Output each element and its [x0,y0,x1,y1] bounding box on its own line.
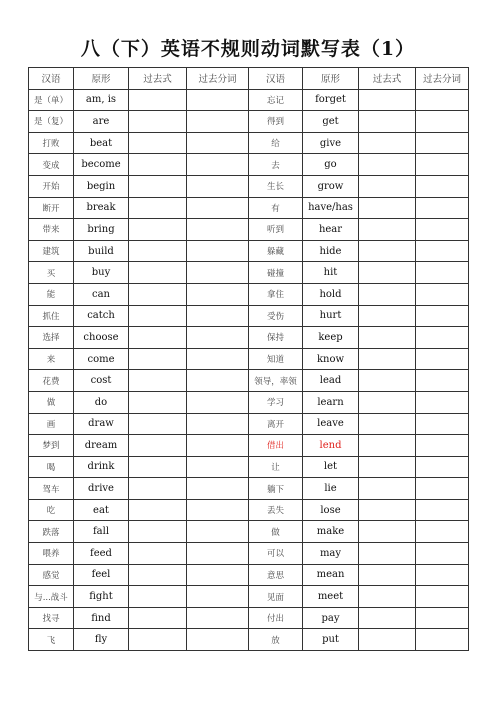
past-participle-blank[interactable] [416,499,469,521]
past-participle-blank[interactable] [416,240,469,262]
past-tense-blank[interactable] [129,391,187,413]
base-form: dream [74,435,129,457]
chinese-meaning: 拿住 [249,283,303,305]
chinese-meaning: 做 [29,391,74,413]
past-participle-blank[interactable] [416,89,469,111]
base-form: leave [303,413,359,435]
base-form: drive [74,478,129,500]
chinese-meaning: 可以 [249,543,303,565]
base-form: mean [303,564,359,586]
table-row [29,413,469,435]
past-participle-blank[interactable] [416,607,469,629]
chinese-meaning: 躲藏 [249,240,303,262]
base-form: buy [74,262,129,284]
base-form: keep [303,327,359,349]
table-row [29,456,469,478]
past-participle-blank[interactable] [187,413,249,435]
chinese-meaning: 打败 [29,132,74,154]
past-tense-blank[interactable] [359,629,416,651]
past-participle-blank[interactable] [187,197,249,219]
chinese-meaning: 断开 [29,197,74,219]
table-row [29,543,469,565]
past-participle-blank[interactable] [187,132,249,154]
past-tense-blank[interactable] [129,629,187,651]
header-past-tense-2: 过去式 [359,68,416,90]
past-tense-blank[interactable] [359,586,416,608]
past-participle-blank[interactable] [187,370,249,392]
past-tense-blank[interactable] [359,240,416,262]
past-tense-blank[interactable] [359,413,416,435]
chinese-meaning: 抓住 [29,305,74,327]
past-participle-blank[interactable] [416,564,469,586]
past-tense-blank[interactable] [359,175,416,197]
past-tense-blank[interactable] [129,219,187,241]
table-row [29,586,469,608]
table-row [29,262,469,284]
table-row [29,132,469,154]
past-participle-blank[interactable] [187,564,249,586]
base-form: may [303,543,359,565]
chinese-meaning: 做 [249,521,303,543]
table-row [29,154,469,176]
table-row [29,391,469,413]
past-tense-blank[interactable] [129,175,187,197]
past-tense-blank[interactable] [129,543,187,565]
past-participle-blank[interactable] [416,111,469,133]
base-form: break [74,197,129,219]
past-tense-blank[interactable] [359,543,416,565]
past-tense-blank[interactable] [129,348,187,370]
base-form: bring [74,219,129,241]
table-row [29,499,469,521]
base-form: hold [303,283,359,305]
past-participle-blank[interactable] [187,327,249,349]
table-row [29,240,469,262]
chinese-meaning: 建筑 [29,240,74,262]
table-row [29,478,469,500]
chinese-meaning: 付出 [249,607,303,629]
past-participle-blank[interactable] [416,154,469,176]
past-participle-blank[interactable] [416,586,469,608]
chinese-meaning: 飞 [29,629,74,651]
past-tense-blank[interactable] [359,456,416,478]
table-row [29,564,469,586]
chinese-meaning: 是（复） [29,111,74,133]
base-form: cost [74,370,129,392]
table-row [29,111,469,133]
header-past-tense: 过去式 [129,68,187,90]
past-participle-blank[interactable] [187,435,249,457]
table-row [29,175,469,197]
past-participle-blank[interactable] [416,175,469,197]
chinese-meaning: 保持 [249,327,303,349]
base-form: catch [74,305,129,327]
past-tense-blank[interactable] [359,370,416,392]
past-participle-blank[interactable] [416,327,469,349]
base-form: beat [74,132,129,154]
past-tense-blank[interactable] [359,478,416,500]
past-participle-blank[interactable] [416,219,469,241]
chinese-meaning: 丢失 [249,499,303,521]
table-row [29,370,469,392]
past-tense-blank[interactable] [129,132,187,154]
past-tense-blank[interactable] [129,327,187,349]
past-participle-blank[interactable] [416,478,469,500]
past-tense-blank[interactable] [359,283,416,305]
past-participle-blank[interactable] [187,543,249,565]
page-title: 八（下）英语不规则动词默写表（1） [80,38,416,60]
past-participle-blank[interactable] [187,499,249,521]
base-form: fly [74,629,129,651]
table-row [29,435,469,457]
chinese-meaning: 感觉 [29,564,74,586]
table-row [29,521,469,543]
base-form: draw [74,413,129,435]
past-participle-blank[interactable] [187,283,249,305]
past-tense-blank[interactable] [129,197,187,219]
past-participle-blank[interactable] [187,305,249,327]
base-form: know [303,348,359,370]
past-participle-blank[interactable] [187,629,249,651]
chinese-meaning: 生长 [249,175,303,197]
base-form: am, is [74,89,129,111]
base-form: hear [303,219,359,241]
past-tense-blank[interactable] [359,219,416,241]
chinese-meaning: 受伤 [249,305,303,327]
past-participle-blank[interactable] [416,543,469,565]
chinese-meaning: 放 [249,629,303,651]
past-participle-blank[interactable] [187,607,249,629]
base-form: give [303,132,359,154]
base-form: make [303,521,359,543]
base-form: begin [74,175,129,197]
past-participle-blank[interactable] [187,586,249,608]
base-form: find [74,607,129,629]
chinese-meaning: 开始 [29,175,74,197]
verb-table [28,67,469,651]
chinese-meaning: 梦到 [29,435,74,457]
chinese-meaning: 找寻 [29,607,74,629]
base-form: lead [303,370,359,392]
past-tense-blank[interactable] [129,413,187,435]
past-tense-blank[interactable] [129,499,187,521]
past-tense-blank[interactable] [129,564,187,586]
table-row [29,607,469,629]
chinese-meaning: 知道 [249,348,303,370]
base-form: go [303,154,359,176]
base-form: drink [74,456,129,478]
past-tense-blank[interactable] [359,132,416,154]
past-tense-blank[interactable] [359,499,416,521]
past-participle-blank[interactable] [416,348,469,370]
past-participle-blank[interactable] [187,111,249,133]
base-form: lose [303,499,359,521]
chinese-meaning: 见面 [249,586,303,608]
past-tense-blank[interactable] [129,283,187,305]
base-form: hit [303,262,359,284]
base-form: grow [303,175,359,197]
past-tense-blank[interactable] [129,435,187,457]
past-participle-blank[interactable] [187,478,249,500]
base-form: let [303,456,359,478]
chinese-meaning: 意思 [249,564,303,586]
past-tense-blank[interactable] [129,586,187,608]
chinese-meaning: 领导，率领 [249,370,303,392]
past-tense-blank[interactable] [129,154,187,176]
base-form: meet [303,586,359,608]
base-form: become [74,154,129,176]
past-tense-blank[interactable] [359,154,416,176]
base-form: can [74,283,129,305]
base-form: feed [74,543,129,565]
past-participle-blank[interactable] [416,197,469,219]
past-participle-blank[interactable] [187,391,249,413]
past-participle-blank[interactable] [416,521,469,543]
chinese-meaning: 吃 [29,499,74,521]
past-tense-blank[interactable] [359,111,416,133]
base-form: hide [303,240,359,262]
past-participle-blank[interactable] [416,456,469,478]
base-form: have/has [303,197,359,219]
chinese-meaning: 花费 [29,370,74,392]
past-tense-blank[interactable] [359,89,416,111]
past-participle-blank[interactable] [187,219,249,241]
chinese-meaning: 去 [249,154,303,176]
chinese-meaning: 变成 [29,154,74,176]
past-participle-blank[interactable] [187,240,249,262]
past-tense-blank[interactable] [129,478,187,500]
chinese-meaning: 画 [29,413,74,435]
past-participle-blank[interactable] [416,132,469,154]
past-tense-blank[interactable] [359,391,416,413]
base-form: lie [303,478,359,500]
chinese-meaning: 借出 [249,435,303,457]
chinese-meaning: 躺下 [249,478,303,500]
past-participle-blank[interactable] [416,435,469,457]
chinese-meaning: 得到 [249,111,303,133]
base-form: put [303,629,359,651]
chinese-meaning: 忘记 [249,89,303,111]
base-form: fall [74,521,129,543]
chinese-meaning: 喂养 [29,543,74,565]
header-past-participle: 过去分词 [187,68,249,90]
chinese-meaning: 跌落 [29,521,74,543]
past-participle-blank[interactable] [416,262,469,284]
base-form: feel [74,564,129,586]
base-form: come [74,348,129,370]
past-participle-blank[interactable] [416,629,469,651]
past-tense-blank[interactable] [359,564,416,586]
past-participle-blank[interactable] [187,89,249,111]
base-form: learn [303,391,359,413]
header-row [29,68,469,90]
past-tense-blank[interactable] [129,262,187,284]
header-chinese-2: 汉语 [249,68,303,90]
past-tense-blank[interactable] [359,435,416,457]
past-participle-blank[interactable] [187,348,249,370]
past-tense-blank[interactable] [129,111,187,133]
chinese-meaning: 给 [249,132,303,154]
chinese-meaning: 带来 [29,219,74,241]
chinese-meaning: 选择 [29,327,74,349]
past-tense-blank[interactable] [129,370,187,392]
past-participle-blank[interactable] [187,456,249,478]
base-form: fight [74,586,129,608]
chinese-meaning: 学习 [249,391,303,413]
past-participle-blank[interactable] [416,391,469,413]
base-form: choose [74,327,129,349]
past-tense-blank[interactable] [129,521,187,543]
chinese-meaning: 驾车 [29,478,74,500]
table-row [29,89,469,111]
table-row [29,629,469,651]
table-row [29,283,469,305]
past-tense-blank[interactable] [359,262,416,284]
table-row [29,327,469,349]
past-participle-blank[interactable] [416,413,469,435]
header-chinese: 汉语 [29,68,74,90]
chinese-meaning: 碰撞 [249,262,303,284]
chinese-meaning: 是（单） [29,89,74,111]
past-tense-blank[interactable] [359,521,416,543]
table-row [29,197,469,219]
chinese-meaning: 来 [29,348,74,370]
past-tense-blank[interactable] [129,89,187,111]
base-form: pay [303,607,359,629]
chinese-meaning: 有 [249,197,303,219]
base-form: hurt [303,305,359,327]
table-row [29,348,469,370]
base-form: get [303,111,359,133]
chinese-meaning: 离开 [249,413,303,435]
past-participle-blank[interactable] [416,370,469,392]
chinese-meaning: 让 [249,456,303,478]
base-form: eat [74,499,129,521]
past-tense-blank[interactable] [359,305,416,327]
header-base-form: 原形 [74,68,129,90]
header-base-form-2: 原形 [303,68,359,90]
past-tense-blank[interactable] [129,305,187,327]
base-form: do [74,391,129,413]
header-past-participle-2: 过去分词 [416,68,469,90]
past-tense-blank[interactable] [359,327,416,349]
chinese-meaning: 买 [29,262,74,284]
chinese-meaning: 听到 [249,219,303,241]
past-participle-blank[interactable] [416,283,469,305]
past-participle-blank[interactable] [187,175,249,197]
base-form: lend [303,435,359,457]
past-tense-blank[interactable] [129,607,187,629]
table-row [29,219,469,241]
past-participle-blank[interactable] [416,305,469,327]
past-participle-blank[interactable] [187,154,249,176]
past-participle-blank[interactable] [187,521,249,543]
past-tense-blank[interactable] [359,348,416,370]
past-tense-blank[interactable] [359,197,416,219]
chinese-meaning: 喝 [29,456,74,478]
chinese-meaning: 能 [29,283,74,305]
base-form: are [74,111,129,133]
chinese-meaning: 与...战斗 [29,586,74,608]
base-form: build [74,240,129,262]
past-tense-blank[interactable] [359,607,416,629]
past-tense-blank[interactable] [129,240,187,262]
past-tense-blank[interactable] [129,456,187,478]
table-row [29,305,469,327]
past-participle-blank[interactable] [187,262,249,284]
base-form: forget [303,89,359,111]
